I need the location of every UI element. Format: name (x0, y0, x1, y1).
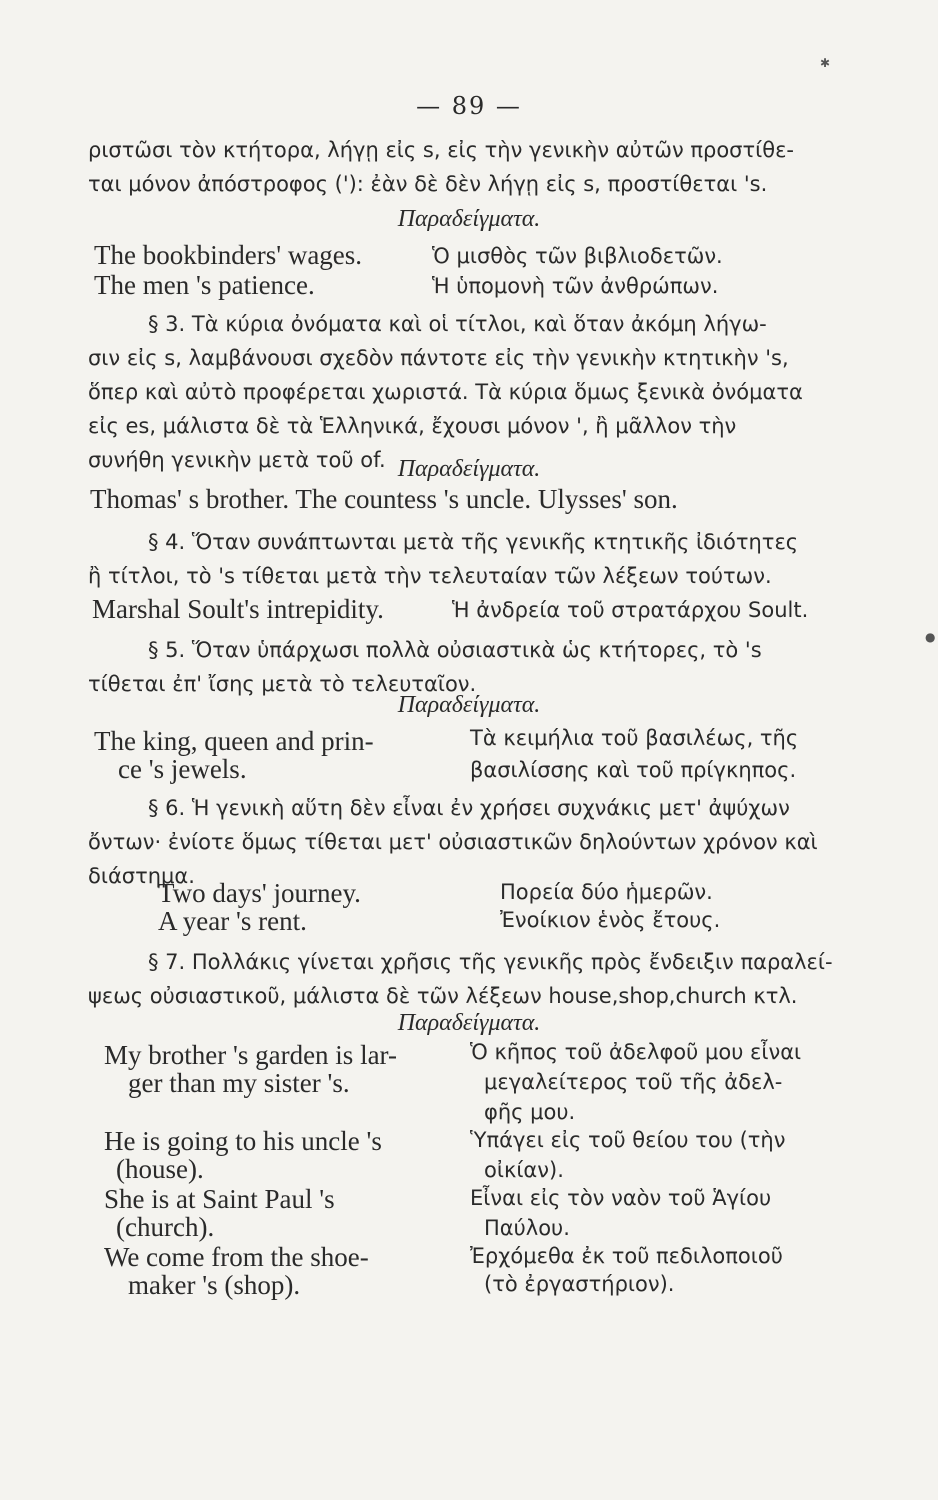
examples-heading: Παραδείγματα. (397, 1010, 541, 1036)
example-english: She is at Saint Paul 's (104, 1184, 335, 1214)
section-6-line: διάστημα. (88, 864, 195, 888)
example-english: He is going to his uncle 's (104, 1126, 382, 1156)
example-greek: φῆς μου. (484, 1100, 576, 1124)
section-3-line: σιν εἰς s, λαμβάνουσι σχεδὸν πάντοτε εἰς τὴν γενικὴν κτητικὴν 's, (88, 346, 789, 370)
example-greek: (τὸ ἐργαστήριον). (484, 1272, 675, 1296)
example-english: (house). (116, 1154, 204, 1184)
example-greek: Παύλου. (484, 1216, 570, 1240)
example-greek: μεγαλείτερος τοῦ τῆς ἀδελ- (484, 1070, 783, 1094)
example-english: ce 's jewels. (118, 754, 247, 784)
example-english: (church). (116, 1212, 215, 1242)
example-greek: Τὰ κειμήλια τοῦ βασιλέως, τῆς (470, 726, 799, 750)
example-english: ger than my sister 's. (128, 1068, 350, 1098)
section-3-line: συνήθη γενικὴν μετὰ τοῦ of. (88, 448, 386, 472)
section-7-line: ψεως οὐσιαστικοῦ, μάλιστα δὲ τῶν λέξεων house,shop,church κτλ. (88, 984, 798, 1008)
intro-line: ται μόνον ἀπόστροφος ('): ἐὰν δὲ δὲν λήγῃ εἰς s, προστίθεται 's. (88, 172, 768, 196)
example-english: We come from the shoe- (104, 1242, 369, 1272)
example-greek: Εἶναι εἰς τὸν ναὸν τοῦ Ἁγίου (470, 1186, 772, 1210)
example-english: Two days' journey. (158, 878, 361, 908)
example-greek: Ἐρχόμεθα ἐκ τοῦ πεδιλοποιοῦ (470, 1244, 783, 1268)
example-english: The king, queen and prin- (94, 726, 374, 756)
ink-dot: ● (925, 630, 936, 644)
example-greek: Ἡ ἀνδρεία τοῦ στρατάρχου Soult. (452, 598, 809, 622)
example-greek: Ὁ μισθὸς τῶν βιβλιοδετῶν. (432, 244, 723, 268)
examples-heading: Παραδείγματα. (397, 692, 541, 718)
section-4-line: § 4. Ὅταν συνάπτωνται μετὰ τῆς γενικῆς κτητικῆς ἰδιότητες (148, 530, 799, 554)
example-english: maker 's (shop). (128, 1270, 301, 1300)
example-english: Marshal Soult's intrepidity. (92, 594, 384, 624)
section-6-line: § 6. Ἡ γενικὴ αὕτη δὲν εἶναι ἐν χρήσει συχνάκις μετ' ἀψύχων (148, 796, 790, 820)
section-3-line: § 3. Τὰ κύρια ὀνόματα καὶ οἱ τίτλοι, καὶ ὅταν ἀκόμη λήγω- (148, 312, 767, 336)
example-greek: βασιλίσσης καὶ τοῦ πρίγκηπος. (470, 758, 797, 782)
example-greek: Ἐνοίκιον ἑνὸς ἔτους. (500, 908, 721, 932)
ink-speck: ✱ (820, 56, 831, 70)
example-english: My brother 's garden is lar- (104, 1040, 397, 1070)
example-greek: Ἡ ὑπομονὴ τῶν ἀνθρώπων. (432, 274, 719, 298)
example-english: The bookbinders' wages. (94, 240, 363, 270)
example-english: A year 's rent. (158, 906, 307, 936)
example-greek: Ὁ κῆπος τοῦ ἀδελφοῦ μου εἶναι (470, 1040, 802, 1064)
examples-heading: Παραδείγματα. (397, 456, 541, 482)
example-greek: οἰκίαν). (484, 1158, 564, 1182)
section-6-line: ὄντων· ἐνίοτε ὅμως τίθεται μετ' οὐσιαστικῶν δηλούντων χρόνον καὶ (88, 830, 818, 854)
example-english: Thomas' s brother. The countess 's uncle. Ulysses' son. (90, 484, 678, 514)
intro-line: ριστῶσι τὸν κτήτορα, λήγῃ εἰς s, εἰς τὴν γενικὴν αὐτῶν προστίθε- (88, 138, 795, 162)
example-greek: Ὑπάγει εἰς τοῦ θείου του (τὴν (470, 1128, 786, 1152)
page-number: — 89 — (416, 92, 522, 120)
section-3-line: ὅπερ καὶ αὐτὸ προφέρεται χωριστά. Τὰ κύρια ὅμως ξενικὰ ὀνόματα (88, 380, 803, 404)
example-english: The men 's patience. (94, 270, 315, 300)
example-greek: Πορεία δύο ἡμερῶν. (500, 880, 713, 904)
section-5-line: τίθεται ἐπ' ἴσης μετὰ τὸ τελευταῖον. (88, 672, 477, 696)
section-3-line: εἰς es, μάλιστα δὲ τὰ Ἑλληνικά, ἔχουσι μόνον ', ἢ μᾶλλον τὴν (88, 414, 737, 438)
section-4-line: ἢ τίτλοι, τὸ 's τίθεται μετὰ τὴν τελευταίαν τῶν λέξεων τούτων. (88, 564, 772, 588)
examples-heading: Παραδείγματα. (397, 206, 541, 232)
section-7-line: § 7. Πολλάκις γίνεται χρῆσις τῆς γενικῆς πρὸς ἔνδειξιν παραλεί- (148, 950, 833, 974)
section-5-line: § 5. Ὅταν ὑπάρχωσι πολλὰ οὐσιαστικὰ ὡς κτήτορες, τὸ 's (148, 638, 762, 662)
